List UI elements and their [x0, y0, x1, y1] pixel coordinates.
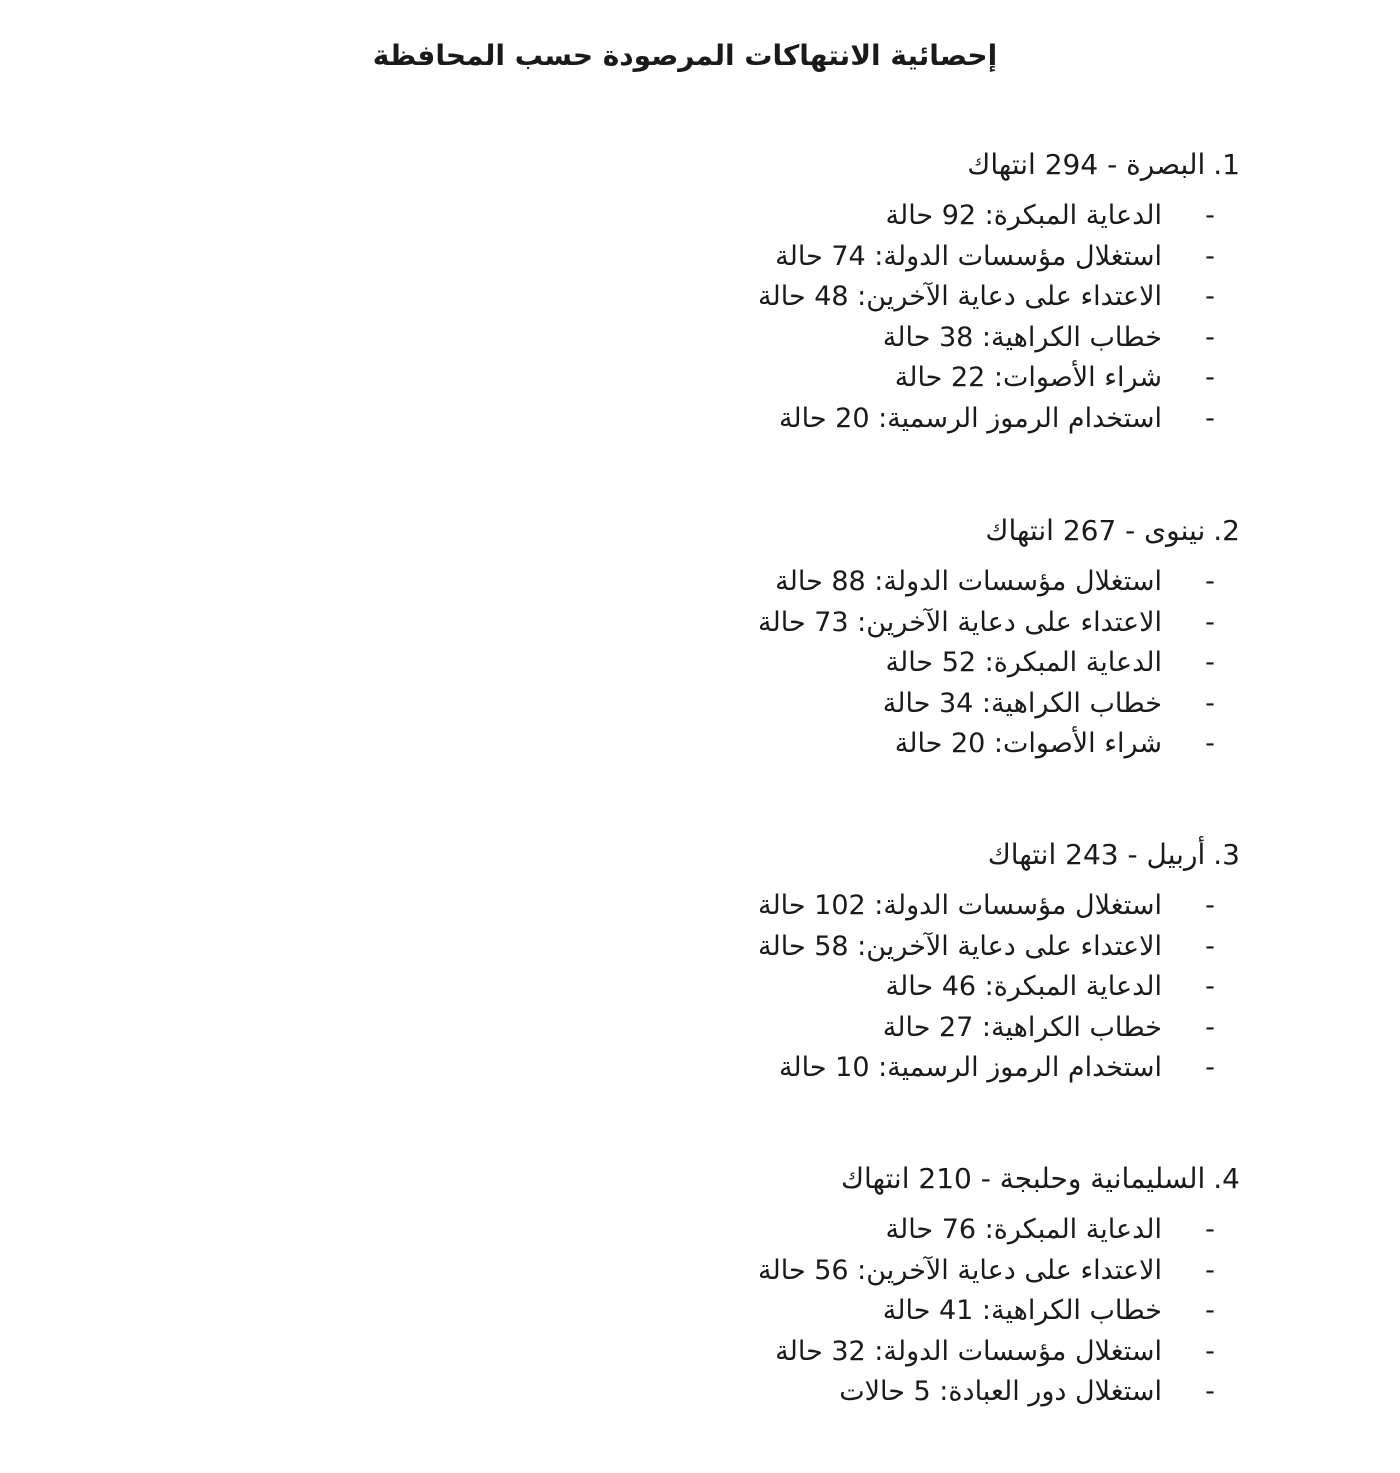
- list-item: [540, 603, 1240, 644]
- violation-list: [540, 1210, 1240, 1413]
- violation-text: استخدام الرموز الرسمية: 20 حالة: [778, 402, 1162, 434]
- list-item: [540, 277, 1240, 318]
- dash-bullet: -: [1205, 1254, 1215, 1286]
- violation-text: خطاب الكراهية: 34 حالة: [882, 687, 1162, 719]
- violation-text: استغلال مؤسسات الدولة: 88 حالة: [775, 566, 1162, 597]
- dash-bullet: -: [1205, 1335, 1215, 1367]
- list-item: [540, 1048, 1240, 1089]
- violation-text: خطاب الكراهية: 27 حالة: [882, 1011, 1162, 1043]
- region-number: 1.: [1213, 148, 1240, 181]
- dash-bullet: -: [1205, 240, 1215, 272]
- region-heading: [540, 145, 1240, 185]
- list-item: [540, 318, 1240, 359]
- violation-text: خطاب الكراهية: 41 حالة: [882, 1295, 1162, 1326]
- list-item: [540, 684, 1240, 725]
- list-item: [540, 1008, 1240, 1049]
- list-item: [540, 1210, 1240, 1251]
- dash-bullet: -: [1205, 728, 1215, 759]
- page-title: إحصائية الانتهاكات المرصودة حسب المحافظة: [372, 39, 998, 72]
- dash-bullet: -: [1205, 402, 1215, 434]
- violation-list: [540, 886, 1240, 1089]
- region-section-erbil: [540, 835, 1240, 1089]
- list-item: [540, 886, 1240, 927]
- violation-text: الاعتداء على دعاية الآخرين: 48 حالة: [758, 281, 1162, 312]
- dash-bullet: -: [1205, 971, 1215, 1002]
- list-item: [540, 724, 1240, 765]
- list-item: [540, 196, 1240, 237]
- region-number: 2.: [1213, 514, 1240, 547]
- region-title: أربيل - 243 انتهاك: [987, 838, 1206, 871]
- region-title: نينوى - 267 انتهاك: [985, 514, 1206, 547]
- violation-text: الاعتداء على دعاية الآخرين: 73 حالة: [758, 606, 1162, 638]
- region-heading: [540, 1159, 1240, 1199]
- dash-bullet: -: [1205, 606, 1215, 638]
- violation-text: شراء الأصوات: 20 حالة: [894, 728, 1162, 759]
- dash-bullet: -: [1205, 281, 1215, 312]
- violation-text: استغلال مؤسسات الدولة: 74 حالة: [775, 240, 1162, 272]
- violation-text: استخدام الرموز الرسمية: 10 حالة: [778, 1052, 1162, 1083]
- list-item: [540, 1372, 1240, 1413]
- region-heading: [540, 511, 1240, 551]
- dash-bullet: -: [1205, 1214, 1215, 1245]
- list-item: [540, 562, 1240, 603]
- violation-text: استغلال مؤسسات الدولة: 32 حالة: [775, 1335, 1162, 1367]
- violation-text: الاعتداء على دعاية الآخرين: 58 حالة: [758, 930, 1162, 962]
- region-title: السليمانية وحلبجة - 210 انتهاك: [840, 1162, 1206, 1195]
- dash-bullet: -: [1205, 890, 1215, 921]
- list-item: [540, 399, 1240, 440]
- region-number: 3.: [1213, 838, 1240, 871]
- violation-text: استغلال مؤسسات الدولة: 102 حالة: [757, 890, 1162, 921]
- list-item: [540, 1251, 1240, 1292]
- violation-text: الدعاية المبكرة: 92 حالة: [885, 200, 1162, 231]
- list-item: [540, 1332, 1240, 1373]
- violation-text: خطاب الكراهية: 38 حالة: [882, 321, 1162, 353]
- dash-bullet: -: [1205, 566, 1215, 597]
- violation-text: الدعاية المبكرة: 52 حالة: [885, 647, 1162, 678]
- violation-text: الدعاية المبكرة: 76 حالة: [885, 1214, 1162, 1245]
- dash-bullet: -: [1205, 1052, 1215, 1083]
- violation-text: شراء الأصوات: 22 حالة: [894, 362, 1162, 393]
- violation-text: الدعاية المبكرة: 46 حالة: [885, 971, 1162, 1002]
- dash-bullet: -: [1205, 1011, 1215, 1043]
- list-item: [540, 967, 1240, 1008]
- violation-list: [540, 562, 1240, 765]
- list-item: [540, 1291, 1240, 1332]
- region-number: 4.: [1213, 1162, 1240, 1195]
- dash-bullet: -: [1205, 362, 1215, 393]
- region-section-basra: [540, 145, 1240, 439]
- list-item: [540, 927, 1240, 968]
- dash-bullet: -: [1205, 1376, 1215, 1407]
- list-item: [540, 237, 1240, 278]
- violation-text: الاعتداء على دعاية الآخرين: 56 حالة: [758, 1254, 1162, 1286]
- dash-bullet: -: [1205, 647, 1215, 678]
- dash-bullet: -: [1205, 200, 1215, 231]
- violation-text: استغلال دور العبادة: 5 حالات: [839, 1376, 1162, 1407]
- dash-bullet: -: [1205, 321, 1215, 353]
- region-title: البصرة - 294 انتهاك: [967, 148, 1206, 181]
- list-item: [540, 358, 1240, 399]
- dash-bullet: -: [1205, 930, 1215, 962]
- violation-list: [540, 196, 1240, 439]
- region-heading: [540, 835, 1240, 875]
- region-section-nineveh: [540, 511, 1240, 765]
- region-section-sulaymaniyah-halabja: [540, 1159, 1240, 1413]
- list-item: [540, 643, 1240, 684]
- dash-bullet: -: [1205, 687, 1215, 719]
- dash-bullet: -: [1205, 1295, 1215, 1326]
